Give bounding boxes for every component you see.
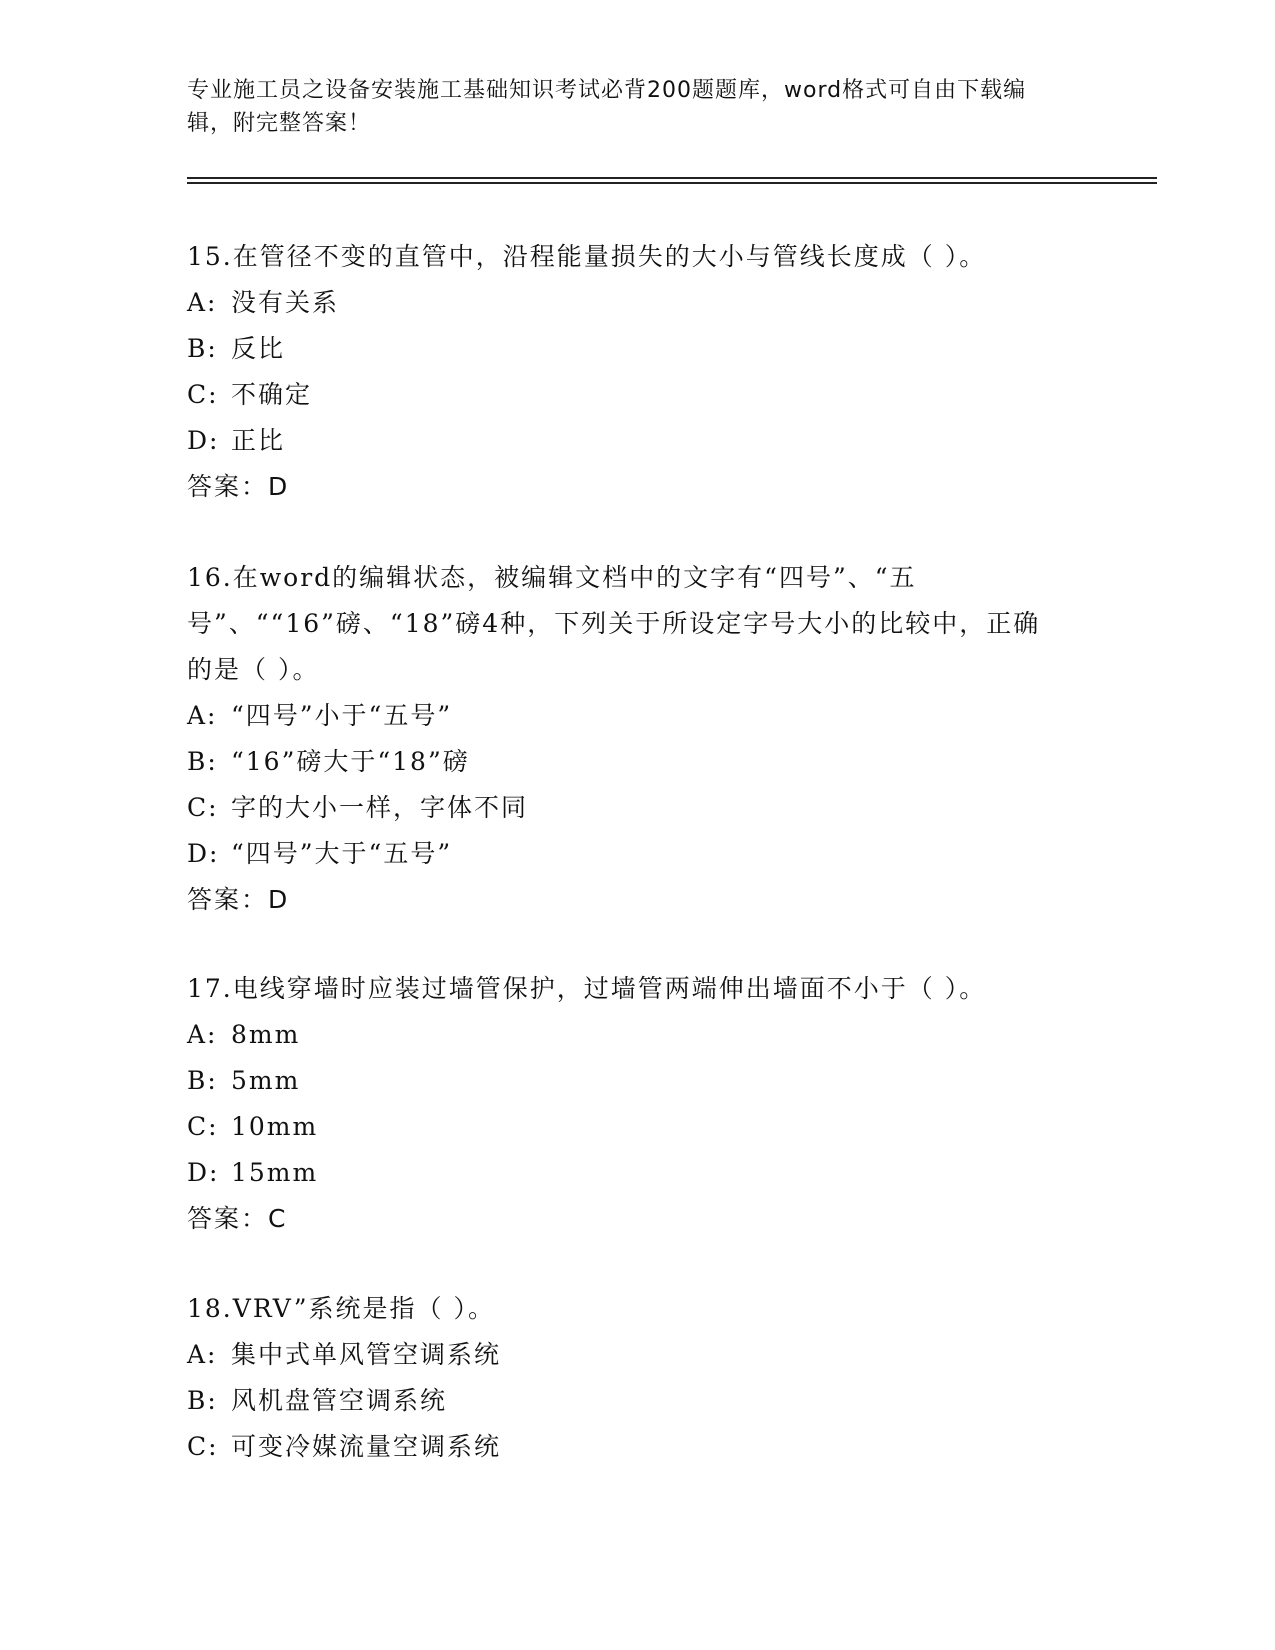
- option-c: [187, 1424, 1067, 1470]
- option-letter: B:: [187, 747, 218, 776]
- option-letter: C:: [187, 1112, 219, 1141]
- option-text: 5mm: [231, 1066, 301, 1095]
- option-letter: A:: [187, 1020, 218, 1049]
- option-letter: B:: [187, 1386, 218, 1415]
- option-letter: A:: [187, 288, 218, 317]
- question-stem: 15.在管径不变的直管中，沿程能量损失的大小与管线长度成（ ）。: [187, 242, 987, 271]
- header-divider-top: [187, 177, 1157, 179]
- option-letter: C:: [187, 380, 219, 409]
- option-b: [187, 1378, 1067, 1424]
- question-16: [187, 555, 1067, 923]
- option-letter: A:: [187, 1340, 218, 1369]
- answer-line: 答案：D: [187, 885, 290, 914]
- option-text: 10mm: [231, 1112, 319, 1141]
- option-letter: C:: [187, 793, 219, 822]
- option-letter: C:: [187, 1432, 219, 1461]
- option-a: [187, 693, 1067, 739]
- option-c: [187, 372, 1067, 418]
- option-letter: D:: [187, 839, 220, 868]
- option-b: [187, 739, 1067, 785]
- option-a: [187, 1012, 1067, 1058]
- question-15: [187, 234, 1067, 510]
- option-letter: B:: [187, 334, 218, 363]
- option-letter: A:: [187, 701, 218, 730]
- option-text: “四号”大于“五号”: [231, 839, 453, 868]
- option-b: [187, 326, 1067, 372]
- option-a: [187, 1332, 1067, 1378]
- option-text: “四号”小于“五号”: [231, 701, 453, 730]
- option-text: “16”磅大于“18”磅: [231, 747, 470, 776]
- option-text: 正比: [231, 426, 286, 455]
- option-c: [187, 1104, 1067, 1150]
- option-text: 不确定: [231, 380, 313, 409]
- option-letter: B:: [187, 1066, 218, 1095]
- option-text: 没有关系: [231, 288, 340, 317]
- option-d: [187, 831, 1067, 877]
- option-a: [187, 280, 1067, 326]
- option-text: 反比: [231, 334, 286, 363]
- header-divider-bottom: [187, 182, 1157, 184]
- option-d: [187, 1150, 1067, 1196]
- question-stem: 17.电线穿墙时应装过墙管保护，过墙管两端伸出墙面不小于（ ）。: [187, 974, 987, 1003]
- option-c: [187, 785, 1067, 831]
- document-title: 专业施工员之设备安装施工基础知识考试必背200题题库，word格式可自由下载编辑，附完整答案！: [187, 78, 1027, 136]
- answer-line: 答案：C: [187, 1204, 288, 1233]
- option-text: 字的大小一样，字体不同: [231, 793, 529, 822]
- option-letter: D:: [187, 1158, 220, 1187]
- question-18: [187, 1286, 1067, 1470]
- option-letter: D:: [187, 426, 220, 455]
- option-text: 8mm: [231, 1020, 301, 1049]
- answer-line: 答案：D: [187, 472, 290, 501]
- option-text: 15mm: [231, 1158, 319, 1187]
- question-17: [187, 966, 1067, 1242]
- option-text: 可变冷媒流量空调系统: [231, 1432, 502, 1461]
- option-text: 集中式单风管空调系统: [231, 1340, 502, 1369]
- option-d: [187, 418, 1067, 464]
- option-b: [187, 1058, 1067, 1104]
- question-stem: 18.VRV”系统是指（ ）。: [187, 1294, 495, 1323]
- option-text: 风机盘管空调系统: [231, 1386, 448, 1415]
- question-stem: 16.在word的编辑状态，被编辑文档中的文字有“四号”、“五号”、““16”磅、“18”磅4种，下列关于所设定字号大小的比较中，正确的是（ ）。: [187, 563, 1041, 684]
